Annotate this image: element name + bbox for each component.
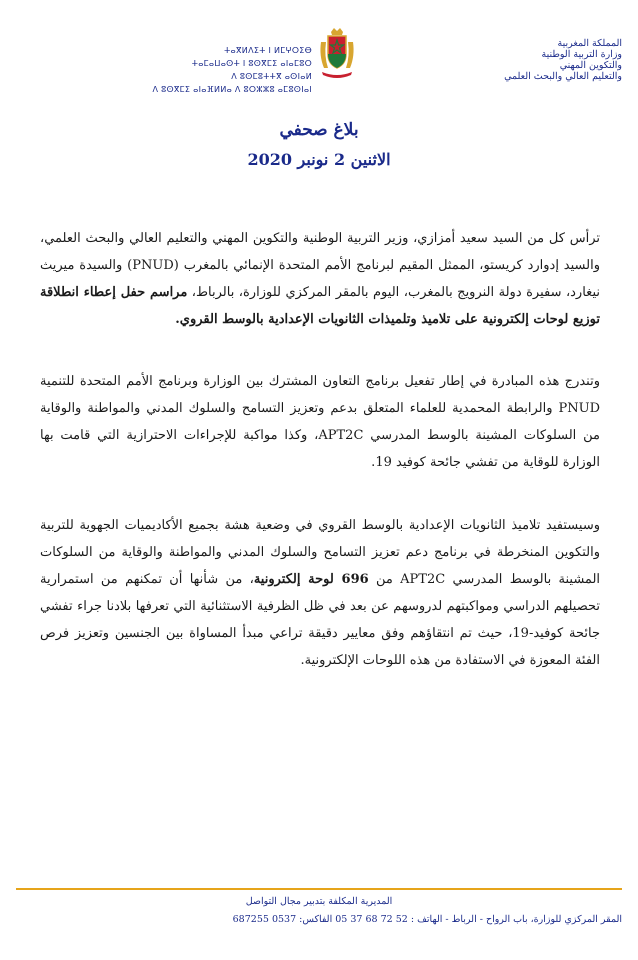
release-date: الاثنين 2 نونبر 2020 (247, 150, 391, 169)
paragraph-3 (40, 512, 600, 674)
ministry-line: والتكوين المهني (559, 60, 622, 71)
footer-directorate: المديرية المكلفة بتدبير مجال التواصل (245, 896, 393, 907)
footer-contact: المقر المركزي للوزارة، باب الرواح - الرباط - الهاتف : 52 72 68 37 05 الفاكس: 0537 687255 (232, 914, 622, 925)
coat-of-arms-icon (318, 28, 356, 80)
paragraph-1-text: ترأس كل من السيد سعيد أمزازي، وزير التربية الوطنية والتكوين المهني والتعليم العالي والبحث العلمي، والسيد إدوارد كريستو، الممثل المقيم لبرنامج الأمم المتحدة الإنمائي بالمغرب (PNUD) والسيدة ميريث نيغارد، سفيرة دولة النرويج بالمغرب، اليوم بالمقر المركزي للوزارة، بالرباط، (40, 231, 600, 300)
ministry-line-tifinagh: ⵜⴰⴳⵍⴷⵉⵜ ⵏ ⵍⵎⵖⵔⵉⴱ (224, 46, 312, 55)
ministry-line: المملكة المغربية (557, 38, 622, 49)
paragraph-3-bold: 696 لوحة إلكترونية (253, 572, 369, 587)
paragraph-2 (40, 368, 600, 476)
ministry-line: والتعليم العالي والبحث العلمي (504, 71, 622, 82)
page-title: بلاغ صحفي (279, 120, 359, 140)
ministry-name-arabic (412, 38, 622, 82)
ministry-name-tifinagh (112, 44, 312, 96)
paragraph-2-text: وتندرج هذه المبادرة في إطار تفعيل برنامج التعاون المشترك بين الوزارة وبرنامج الأمم المتحدة للتنمية PNUD والرابطة المحمدية للعلماء المتعلق بدعم وتعزيز التسامح والسلوك المدني والمواطنة والوقاية من السلوكات المشينة بالوسط المدرسي APT2C، وكذا مواكبة للإجراءات الاحترازية التي قامت بها الوزارة للوقاية من تفشي جائحة كوفيد 19. (40, 374, 600, 470)
paragraph-3-text-before: وسيستفيد تلاميذ الثانويات الإعدادية بالوسط القروي في وضعية هشة بجميع الأكاديميات الجهوية للتربية والتكوين المنخرطة في برنامج دعم تعزيز التسامح والسلوك المدني والمواطنة والوقاية من السلوكات المشينة بالوسط المدرسي APT2C من (40, 518, 601, 587)
paragraph-3-text-after: ، من شأنها أن تمكنهم من استمرارية تحصيلهم الدراسي ومواكبتهم لدروسهم عن بعد في ظل الظرفية الاستثنائية التي تعرفها بلادنا جراء تفشي جائحة كوفيد-19، حيث تم انتقاؤهم وفق معايير دقيقة تراعي مبدأ المساواة بين الجنسين وتعزيز فرص الفئة المعوزة في الاستفادة من هذه اللوحات الإلكترونية. (40, 572, 600, 668)
paragraph-1 (40, 225, 600, 333)
paragraph-1-bold: مراسم حفل إعطاء انطلاقة توزيع لوحات إلكترونية على تلاميذ وتلميذات الثانويات الإعدادية بالوسط القروي. (40, 285, 600, 327)
footer-divider (16, 888, 622, 890)
ministry-line: وزارة التربية الوطنية (541, 49, 622, 60)
ministry-line-tifinagh: ⴷ ⵓⵙⴳⵎⵉ ⴰⵏⴰⴼⵍⵍⴰ ⴷ ⵓⵔⵣⵣⵓ ⴰⵎⵓⵙⵏⴰⵏ (152, 85, 312, 94)
ministry-line-tifinagh: ⴷ ⵓⵙⵎⵓⵜⵜⴳ ⴰⵙⵏⴰⵍ (231, 72, 312, 81)
ministry-line-tifinagh: ⵜⴰⵎⴰⵡⴰⵙⵜ ⵏ ⵓⵙⴳⵎⵉ ⴰⵏⴰⵎⵓⵔ (191, 59, 312, 68)
